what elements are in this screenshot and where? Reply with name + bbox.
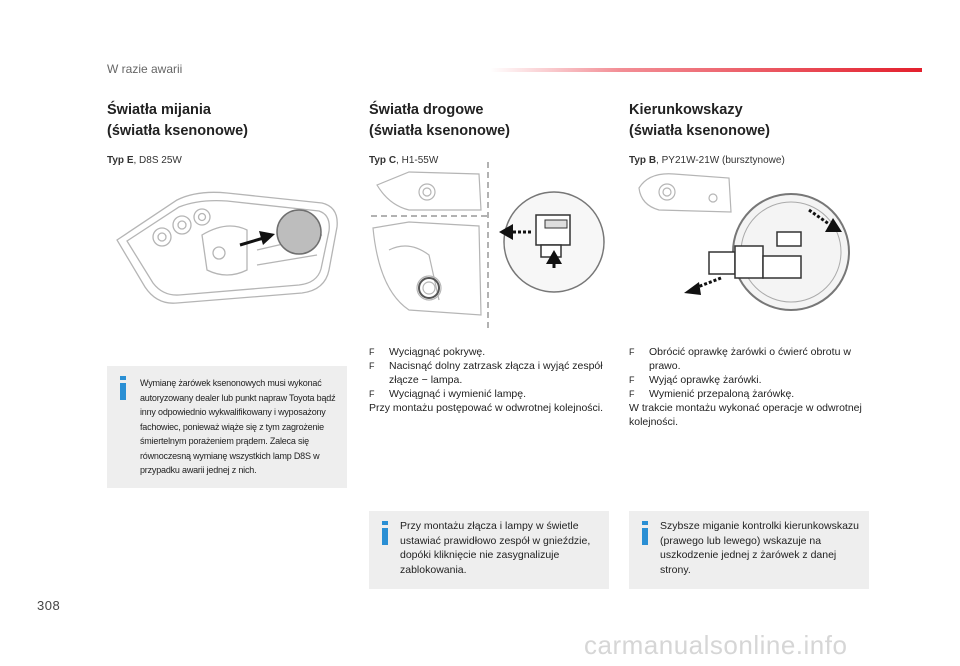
bulb-type: Typ C, H1-55W xyxy=(369,155,439,166)
watermark: carmanualsonline.info xyxy=(584,630,848,660)
high-beam-steps xyxy=(369,345,604,415)
page-number: 308 xyxy=(37,598,61,613)
reassembly-note: W trakcie montażu wykonać operacje w odwrotnej kolejności. xyxy=(629,402,862,428)
high-beam-illustration xyxy=(369,160,609,330)
column-title: Kierunkowskazy (światła ksenonowe) xyxy=(629,102,771,139)
turn-signal-steps xyxy=(629,345,864,429)
info-icon xyxy=(639,521,651,545)
column-title: Światła drogowe (światła ksenonowe) xyxy=(369,102,511,139)
reassembly-note: Przy montażu postępować w odwrotnej kolejności. xyxy=(369,402,604,414)
bulb-type: Typ B, PY21W-21W (bursztynowe) xyxy=(629,155,785,166)
column-high-beam xyxy=(369,100,609,166)
list-item: F Wymienić przepaloną żarówkę. xyxy=(629,388,795,400)
info-box-flashing: Szybsze miganie kontrolki kierunkowskazu (prawego lub lewego) wskazuje na uszkodzenie jednej z żarówek z danej strony. xyxy=(629,511,869,589)
section-title: W razie awarii xyxy=(107,62,183,76)
info-icon xyxy=(117,376,129,400)
bulb-type: Typ E, D8S 25W xyxy=(107,155,182,166)
low-beam-illustration xyxy=(107,175,347,315)
column-turn-signals xyxy=(629,100,869,166)
list-item: F Obrócić oprawkę żarówki o ćwierć obrotu w prawo. xyxy=(629,346,851,372)
header-rule xyxy=(490,68,922,72)
list-item: F Nacisnąć dolny zatrzask złącza i wyjąć zespół złącze − lampa. xyxy=(369,360,603,386)
column-title: Światła mijania (światła ksenonowe) xyxy=(107,102,249,139)
info-box-connector: Przy montażu złącza i lampy w świetle ustawiać prawidłowo zespół w gnieździe, dopóki kliknięcie nie zasygnalizuje zablokowania. xyxy=(369,511,609,589)
list-item: F Wyjąć oprawkę żarówki. xyxy=(629,374,762,386)
column-low-beam xyxy=(107,100,347,166)
list-item: F Wyciągnąć pokrywę. xyxy=(369,346,486,358)
info-icon xyxy=(379,521,391,545)
info-box-xenon-warning: Wymianę żarówek ksenonowych musi wykonać autoryzowany dealer lub punkt napraw Toyota bądź inny odpowiednio wykwalifikowany i wyposażony fachowiec, ponieważ wiąże się z tym zagrożenie śmiertelnym porażeniem prądem. Zaleca się równoczesną wymianę wszystkich lamp D8S w przypadku awarii jednej z nich. xyxy=(107,366,347,488)
list-item: F Wyciągnąć i wymienić lampę. xyxy=(369,388,527,400)
turn-signal-illustration xyxy=(629,160,869,320)
